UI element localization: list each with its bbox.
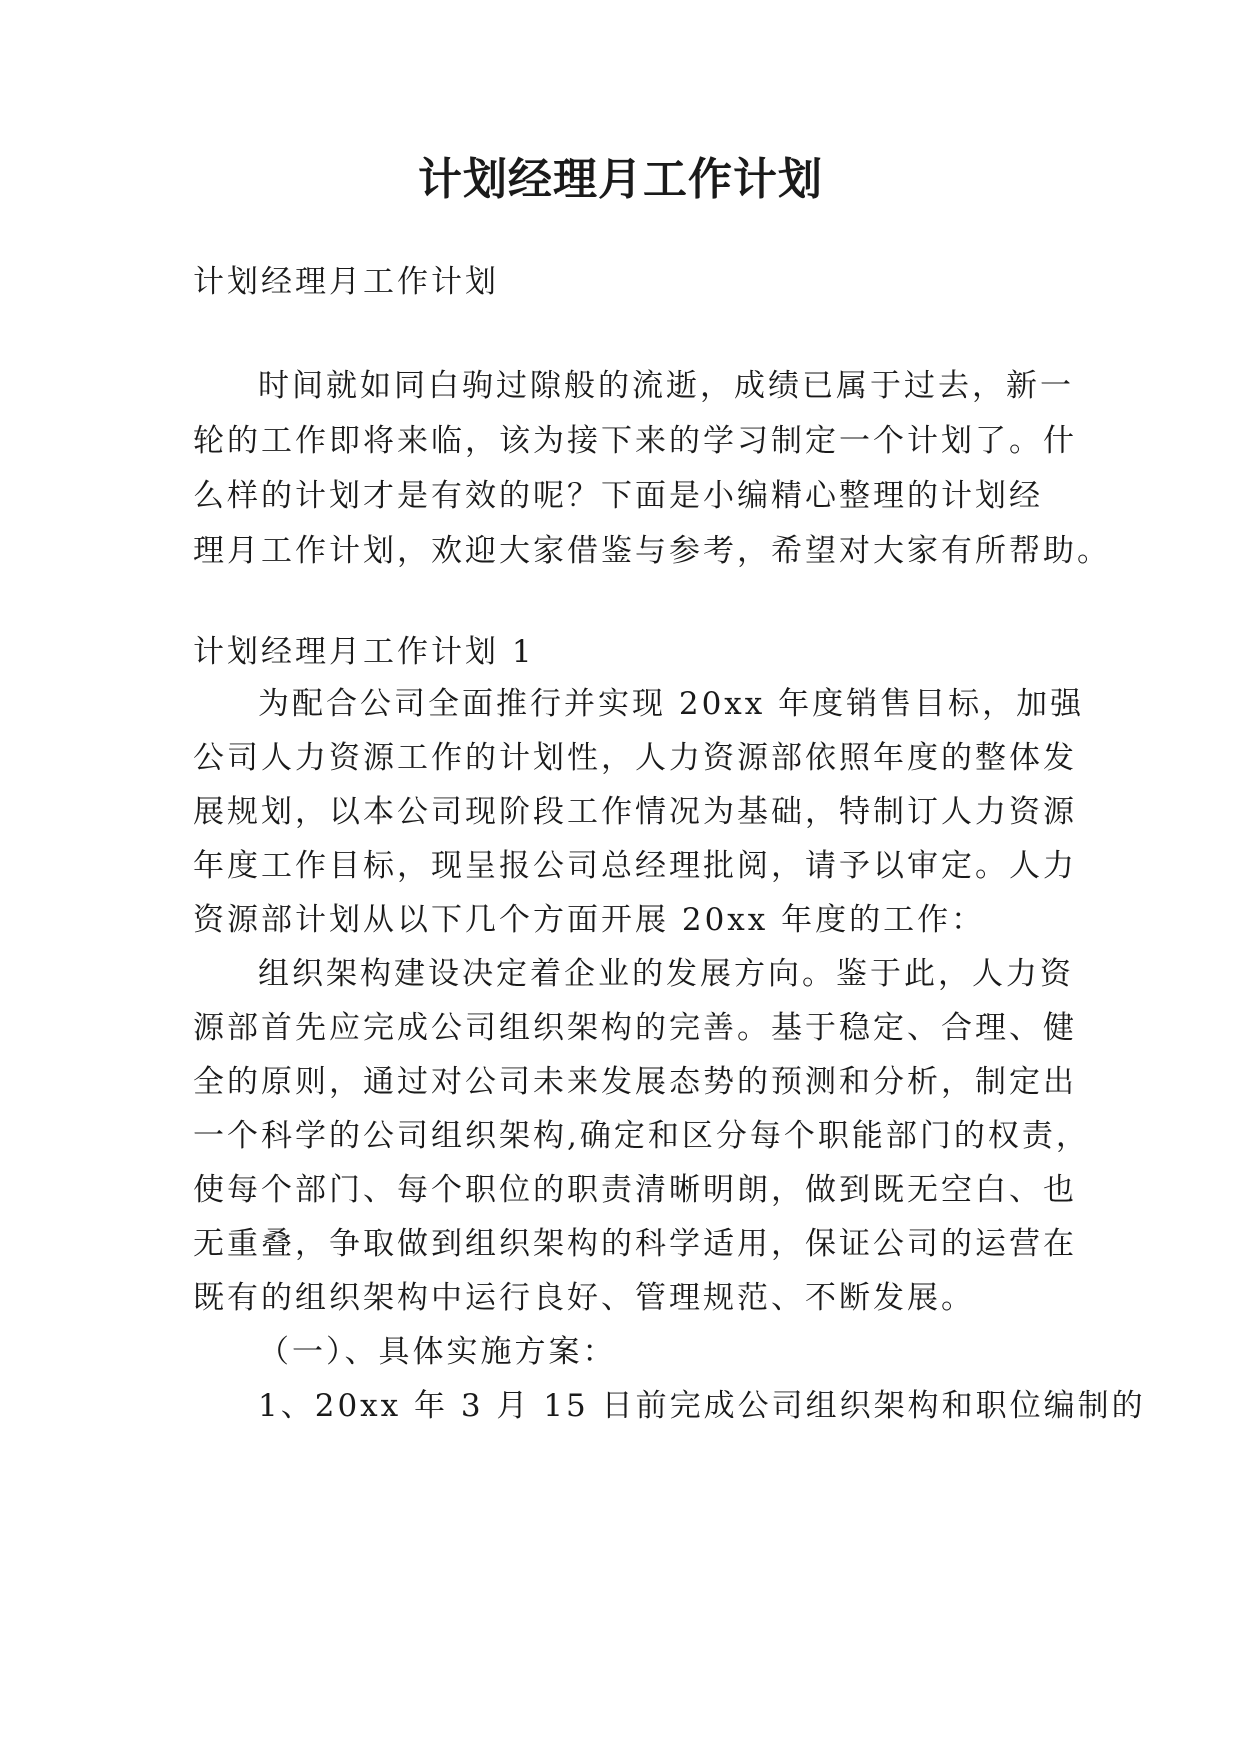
paragraph-line: 全的原则，通过对公司未来发展态势的预测和分析，制定出 (193, 1064, 1077, 1100)
intro-line: 么样的计划才是有效的呢？下面是小编精心整理的计划经 (193, 478, 1043, 514)
paragraph-line: 组织架构建设决定着企业的发展方向。鉴于此，人力资 (258, 956, 1074, 992)
section-heading: 计划经理月工作计划 1 (193, 634, 535, 670)
paragraph-line: 使每个部门、每个职位的职责清晰明朗，做到既无空白、也 (193, 1172, 1077, 1208)
intro-line: 理月工作计划，欢迎大家借鉴与参考，希望对大家有所帮助。 (193, 533, 1111, 569)
paragraph-line: 公司人力资源工作的计划性，人力资源部依照年度的整体发 (193, 740, 1077, 776)
paragraph-line: 源部首先应完成公司组织架构的完善。基于稳定、合理、健 (193, 1010, 1077, 1046)
paragraph-line: 年度工作目标，现呈报公司总经理批阅，请予以审定。人力 (193, 848, 1077, 884)
intro-line: 轮的工作即将来临，该为接下来的学习制定一个计划了。什 (193, 423, 1077, 459)
intro-line: 时间就如同白驹过隙般的流逝，成绩已属于过去，新一 (258, 368, 1074, 404)
paragraph-line: 无重叠，争取做到组织架构的科学适用，保证公司的运营在 (193, 1226, 1077, 1262)
paragraph-line: 一个科学的公司组织架构,确定和区分每个职能部门的权责， (193, 1118, 1090, 1154)
document-title: 计划经理月工作计划 (418, 154, 823, 205)
paragraph-line: 资源部计划从以下几个方面开展 20xx 年度的工作： (193, 902, 986, 938)
list-item: 1、20xx 年 3 月 15 日前完成公司组织架构和职位编制的 (258, 1388, 1146, 1424)
paragraph-line: 为配合公司全面推行并实现 20xx 年度销售目标，加强 (258, 686, 1085, 722)
paragraph-line: 既有的组织架构中运行良好、管理规范、不断发展。 (193, 1280, 975, 1316)
paragraph-line: 展规划，以本公司现阶段工作情况为基础，特制订人力资源 (193, 794, 1077, 830)
document-subtitle: 计划经理月工作计划 (193, 264, 499, 300)
subheading: （一）、具体实施方案： (258, 1334, 617, 1370)
